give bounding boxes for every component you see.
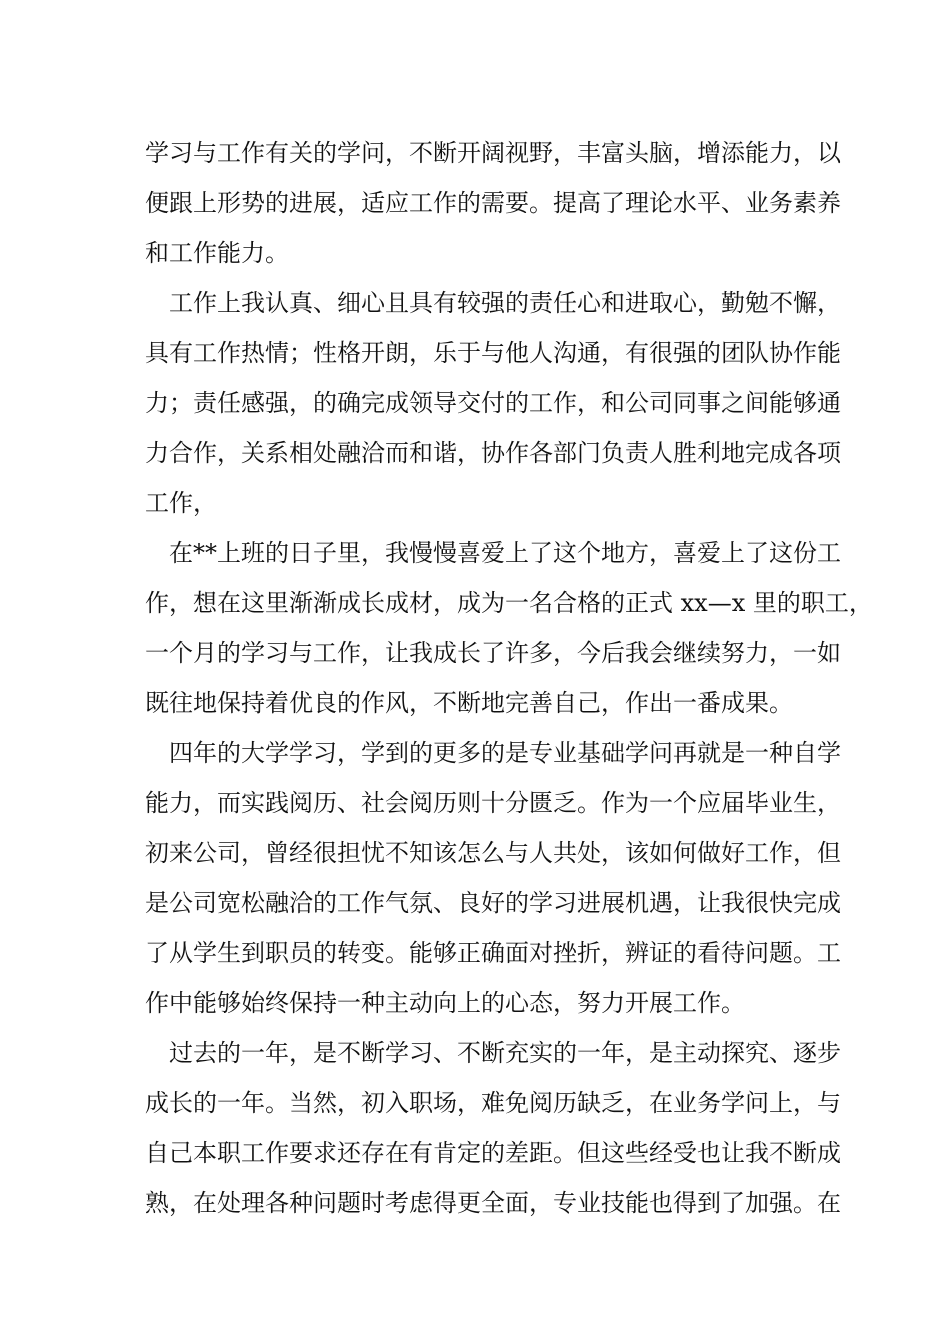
text-line: 四年的大学学习，学到的更多的是专业基础学问再就是一种自学 xyxy=(169,739,841,767)
document-body xyxy=(145,128,873,1228)
text-line: 具有工作热情；性格开朗，乐于与他人沟通，有很强的团队协作能 xyxy=(145,339,841,367)
text-line: 一个月的学习与工作，让我成长了许多，今后我会继续努力，一如 xyxy=(145,639,841,667)
text-line: 工作， xyxy=(145,489,217,517)
text-line: 是公司宽松融洽的工作气氛、良好的学习进展机遇，让我很快完成 xyxy=(145,889,841,917)
paragraph-5 xyxy=(145,1028,841,1228)
text-line: 工作上我认真、细心且具有较强的责任心和进取心，勤勉不懈， xyxy=(169,289,841,317)
text-line: 和工作能力。 xyxy=(145,239,289,267)
text-line: 了从学生到职员的转变。能够正确面对挫折，辨证的看待问题。工 xyxy=(145,939,841,967)
paragraph-4 xyxy=(145,728,841,1028)
paragraph-3 xyxy=(145,528,873,728)
text-line: 能力，而实践阅历、社会阅历则十分匮乏。作为一个应届毕业生， xyxy=(145,789,841,817)
text-line: 力合作，关系相处融洽而和谐，协作各部门负责人胜利地完成各项 xyxy=(145,439,841,467)
text-line: 作中能够始终保持一种主动向上的心态，努力开展工作。 xyxy=(145,989,745,1017)
text-line: 在**上班的日子里，我慢慢喜爱上了这个地方，喜爱上了这份工 xyxy=(169,539,841,567)
text-line: 作，想在这里渐渐成长成材，成为一名合格的正式 xx—x 里的职工， xyxy=(145,589,873,617)
paragraph-2 xyxy=(145,278,841,528)
text-line: 成长的一年。当然，初入职场，难免阅历缺乏，在业务学问上，与 xyxy=(145,1089,841,1117)
text-line: 力；责任感强，的确完成领导交付的工作，和公司同事之间能够通 xyxy=(145,389,841,417)
text-line: 便跟上形势的进展，适应工作的需要。提高了理论水平、业务素养 xyxy=(145,189,841,217)
text-line: 学习与工作有关的学问，不断开阔视野，丰富头脑，增添能力，以 xyxy=(145,139,841,167)
paragraph-1 xyxy=(145,128,841,278)
text-line: 初来公司，曾经很担忧不知该怎么与人共处，该如何做好工作，但 xyxy=(145,839,841,867)
text-line: 过去的一年，是不断学习、不断充实的一年，是主动探究、逐步 xyxy=(169,1039,841,1067)
text-line: 熟，在处理各种问题时考虑得更全面，专业技能也得到了加强。在 xyxy=(145,1189,841,1217)
text-line: 自己本职工作要求还存在有肯定的差距。但这些经受也让我不断成 xyxy=(145,1139,841,1167)
text-line: 既往地保持着优良的作风，不断地完善自己，作出一番成果。 xyxy=(145,689,793,717)
